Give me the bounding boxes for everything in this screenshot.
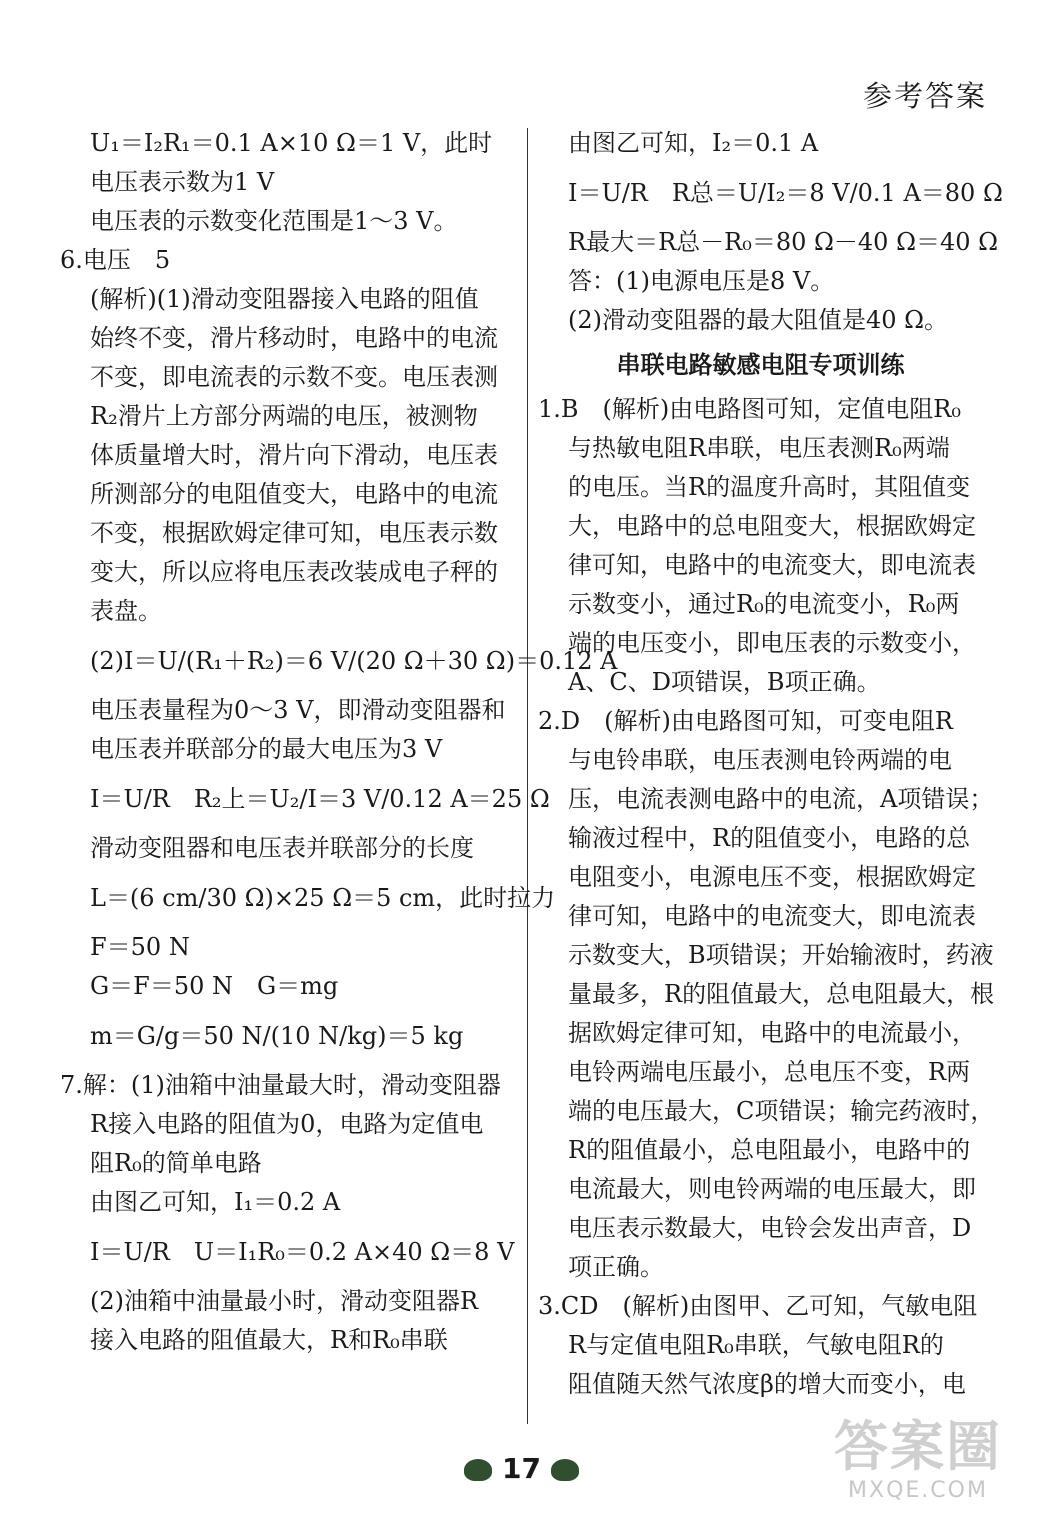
- text-line: 阻值随天然气浓度β的增大而变小，电: [568, 1370, 966, 1398]
- text-line: 电压表示数为1 V: [90, 168, 275, 196]
- text-line: 律可知，电路中的电流变大，即电流表: [568, 551, 976, 579]
- text-line: 压，电流表测电路中的电流，A项错误；: [568, 785, 994, 813]
- leaf-icon: [551, 1459, 579, 1481]
- text-line: 电阻变小，电源电压不变，根据欧姆定: [568, 863, 976, 891]
- watermark: [823, 1416, 1013, 1516]
- text-line: 律可知，电路中的电流变大，即电流表: [568, 902, 976, 930]
- answer-item-7: 7.解：(1)油箱中油量最大时，滑动变阻器: [60, 1071, 501, 1099]
- text-line: 端的电压变小，即电压表的示数变小，: [568, 629, 976, 657]
- text-line: 电铃两端电压最小，总电压不变，R两: [568, 1058, 971, 1086]
- text-line: 所测部分的电阻值变大，电路中的电流: [90, 480, 498, 508]
- text-line: 接入电路的阻值最大，R和R₀串联: [90, 1326, 448, 1354]
- text-line: 项正确。: [568, 1253, 664, 1281]
- answer-item-2: 2.D (解析)由电路图可知，可变电阻R: [538, 707, 953, 735]
- text-line: 电压表量程为0～3 V，即滑动变阻器和: [90, 696, 506, 724]
- text-line: 体质量增大时，滑片向下滑动，电压表: [90, 441, 498, 469]
- text-line: 示数变大，B项错误；开始输液时，药液: [568, 941, 994, 969]
- formula-line: I＝U/R R总＝U/I₂＝8 V/0.1 A＝80 Ω: [568, 179, 1003, 207]
- formula-line: m＝G/g＝50 N/(10 N/kg)＝5 kg: [90, 1022, 464, 1050]
- text-line: 滑动变阻器和电压表并联部分的长度: [90, 834, 474, 862]
- text-line: 变大，所以应将电压表改装成电子秤的: [90, 558, 498, 586]
- page-header-title: 参考答案: [862, 79, 987, 113]
- text-line: (解析)(1)滑动变阻器接入电路的阻值: [90, 285, 479, 313]
- formula-line: G＝F＝50 N G＝mg: [90, 972, 339, 1000]
- section-title: 串联电路敏感电阻专项训练: [616, 351, 905, 379]
- formula-line: F＝50 N: [90, 933, 190, 961]
- text-line: 示数变小，通过R₀的电流变小，R₀两: [568, 590, 960, 618]
- formula-line: R最大＝R总－R₀＝80 Ω－40 Ω＝40 Ω: [568, 228, 999, 256]
- text-line: 始终不变，滑片移动时，电路中的电流: [90, 324, 498, 352]
- text-line: R接入电路的阻值为0，电路为定值电: [90, 1110, 484, 1138]
- text-line: 与热敏电阻R串联，电压表测R₀两端: [568, 434, 950, 462]
- text-line: (2)滑动变阻器的最大阻值是40 Ω。: [568, 306, 949, 334]
- right-column: [538, 124, 1003, 1404]
- watermark-url: MXQE.COM: [848, 1478, 988, 1503]
- text-line: 端的电压最大，C项错误；输完药液时，: [568, 1097, 995, 1125]
- text-line: (2)油箱中油量最小时，滑动变阻器R: [90, 1287, 479, 1315]
- text-line: 据欧姆定律可知，电路中的电流最小，: [568, 1019, 976, 1047]
- text-line: 电流最大，则电铃两端的电压最大，即: [568, 1175, 976, 1203]
- watermark-logo: 答案圈: [834, 1415, 1002, 1478]
- text-line: 电压表的示数变化范围是1～3 V。: [90, 207, 458, 235]
- text-line: 与电铃串联，电压表测电铃两端的电: [568, 746, 952, 774]
- text-line: 不变，根据欧姆定律可知，电压表示数: [90, 519, 498, 547]
- answer-item-6: 6.电压 5: [60, 246, 171, 274]
- leaf-icon: [464, 1459, 492, 1481]
- formula-line: I＝U/R U＝I₁R₀＝0.2 A×40 Ω＝8 V: [90, 1238, 515, 1266]
- text-line: 的电压。当R的温度升高时，其阻值变: [568, 473, 971, 501]
- text-line: 电压表示数最大，电铃会发出声音，D: [568, 1214, 972, 1242]
- text-line: 答：(1)电源电压是8 V。: [568, 267, 835, 295]
- text-line: 输液过程中，R的阻值变小，电路的总: [568, 824, 971, 852]
- text-line: 电压表并联部分的最大电压为3 V: [90, 735, 443, 763]
- text-line: 阻R₀的简单电路: [90, 1149, 262, 1177]
- text-line: 由图乙可知，I₁＝0.2 A: [90, 1188, 341, 1216]
- page-number: 17: [502, 1452, 541, 1485]
- formula-line: (2)I＝U/(R₁＋R₂)＝6 V/(20 Ω＋30 Ω)＝0.12 A: [90, 647, 618, 675]
- text-line: U₁＝I₂R₁＝0.1 A×10 Ω＝1 V，此时: [90, 129, 493, 157]
- text-line: R与定值电阻R₀串联，气敏电阻R的: [568, 1331, 944, 1359]
- text-line: 不变，即电流表的示数不变。电压表测: [90, 363, 498, 391]
- text-line: R的阻值最小，总电阻最小，电路中的: [568, 1136, 971, 1164]
- text-line: 表盘。: [90, 597, 162, 625]
- answer-item-1: 1.B (解析)由电路图可知，定值电阻R₀: [538, 395, 961, 423]
- formula-line: L＝(6 cm/30 Ω)×25 Ω＝5 cm，此时拉力: [90, 884, 556, 912]
- text-line: 由图乙可知，I₂＝0.1 A: [568, 129, 819, 157]
- text-line: 大，电路中的总电阻变大，根据欧姆定: [568, 512, 976, 540]
- text-line: R₂滑片上方部分两端的电压，被测物: [90, 402, 478, 430]
- text-line: A、C、D项错误，B项正确。: [568, 668, 881, 696]
- text-line: 量最多，R的阻值最大，总电阻最大，根: [568, 980, 995, 1008]
- answer-item-3: 3.CD (解析)由图甲、乙可知，气敏电阻: [538, 1292, 978, 1320]
- formula-line: I＝U/R R₂上＝U₂/I＝3 V/0.12 A＝25 Ω: [90, 785, 550, 813]
